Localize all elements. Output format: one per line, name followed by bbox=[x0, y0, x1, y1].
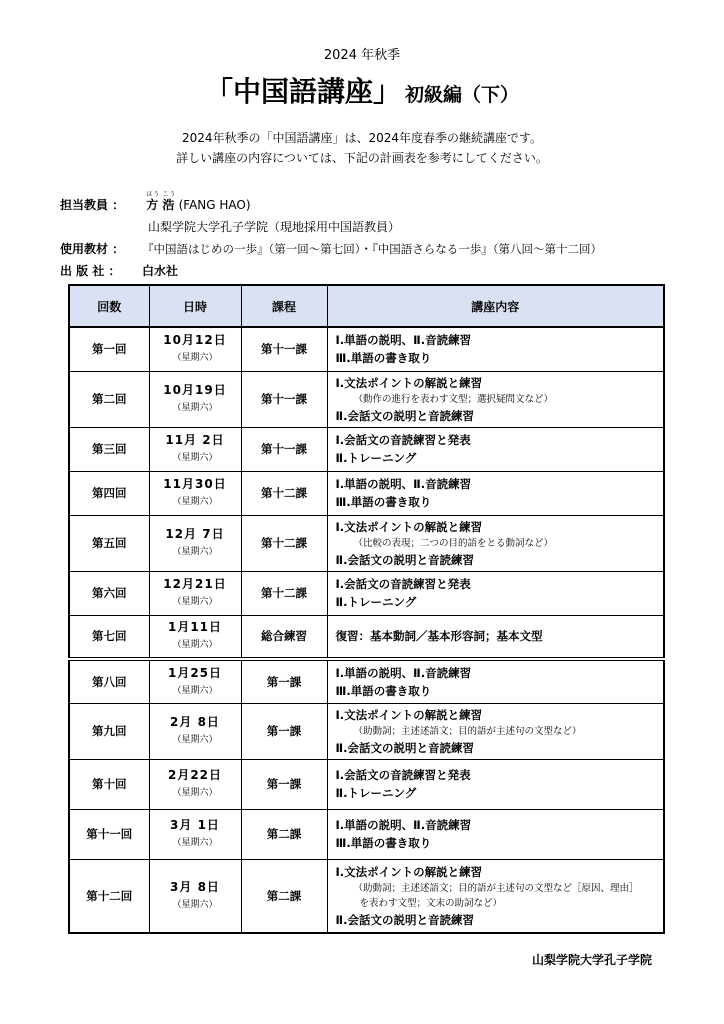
session-date: 1月11日 （星期六） bbox=[149, 615, 241, 659]
table-row bbox=[69, 427, 664, 471]
session-number: 第八回 bbox=[69, 659, 149, 703]
session-content: Ⅰ.文法ポイントの解説と練習 （比較の表現；二つの目的語をとる動詞など） Ⅱ.会話文の説明と音読練習 bbox=[327, 515, 664, 571]
header-number: 回数 bbox=[69, 285, 149, 327]
session-number: 第十回 bbox=[69, 759, 149, 809]
publisher-row bbox=[60, 262, 178, 279]
table-row bbox=[69, 859, 664, 933]
session-content: Ⅰ.単語の説明、Ⅱ.音読練習 Ⅲ.単語の書き取り bbox=[327, 809, 664, 859]
table-row bbox=[69, 571, 664, 615]
session-content: Ⅰ.文法ポイントの解説と練習 （助動詞；主述述語文；目的語が主述句の文型など［原因、理由］ を表わす文型；文末の助詞など） Ⅱ.会話文の説明と音読練習 bbox=[327, 859, 664, 933]
session-lesson: 第一課 bbox=[241, 659, 327, 703]
table-row bbox=[69, 615, 664, 659]
session-date: 11月 2日 （星期六） bbox=[149, 427, 241, 471]
session-content: Ⅰ.文法ポイントの解説と練習 （動作の進行を表わす文型；選択疑問文など） Ⅱ.会話文の説明と音読練習 bbox=[327, 371, 664, 427]
table-row bbox=[69, 515, 664, 571]
teacher-surname: 方 bbox=[146, 198, 159, 212]
session-lesson: 第一課 bbox=[241, 703, 327, 759]
teacher-affiliation: 山梨学院大学孔子学院（現地採用中国語教員） bbox=[148, 220, 401, 234]
session-number: 第四回 bbox=[69, 471, 149, 515]
session-date: 1月25日 （星期六） bbox=[149, 659, 241, 703]
header-lesson: 課程 bbox=[241, 285, 327, 327]
session-content: Ⅰ.会話文の音読練習と発表 Ⅱ.トレーニング bbox=[327, 571, 664, 615]
table-row bbox=[69, 809, 664, 859]
session-number: 第九回 bbox=[69, 703, 149, 759]
teacher-given: 浩 bbox=[162, 198, 175, 212]
page-title bbox=[0, 70, 724, 110]
session-date: 10月19日 （星期六） bbox=[149, 371, 241, 427]
textbook-value: 『中国語はじめの一歩』（第一回～第七回）・『中国語さらなる一歩』（第八回～第十二回） bbox=[142, 242, 602, 256]
teacher-ruby-surname: ほう bbox=[146, 191, 161, 198]
session-date: 11月30日 （星期六） bbox=[149, 471, 241, 515]
title-main: 「中国語講座」 bbox=[204, 75, 401, 108]
intro-text bbox=[0, 128, 724, 168]
table-row bbox=[69, 371, 664, 427]
session-number: 第六回 bbox=[69, 571, 149, 615]
session-date: 12月21日 （星期六） bbox=[149, 571, 241, 615]
publisher-value: 白水社 bbox=[142, 264, 179, 278]
session-number: 第三回 bbox=[69, 427, 149, 471]
session-number: 第一回 bbox=[69, 327, 149, 371]
publisher-label: 出 版 社 ： bbox=[60, 264, 121, 278]
session-lesson: 第一課 bbox=[241, 759, 327, 809]
textbook-label: 使用教材 ： bbox=[60, 242, 125, 256]
teacher-name bbox=[146, 191, 178, 212]
header-content: 講座内容 bbox=[327, 285, 664, 327]
session-date: 10月12日 （星期六） bbox=[149, 327, 241, 371]
session-date: 3月 1日 （星期六） bbox=[149, 809, 241, 859]
session-date: 3月 8日 （星期六） bbox=[149, 859, 241, 933]
teacher-label: 担当教員 ： bbox=[60, 198, 125, 212]
table-row bbox=[69, 327, 664, 371]
session-lesson: 第十二課 bbox=[241, 571, 327, 615]
intro-line-2: 詳しい講座の内容については、下記の計画表を参考にしてください。 bbox=[176, 151, 548, 165]
session-content: Ⅰ.文法ポイントの解説と練習 （助動詞；主述述語文；目的語が主述句の文型など） Ⅱ.会話文の説明と音読練習 bbox=[327, 703, 664, 759]
session-number: 第七回 bbox=[69, 615, 149, 659]
table-row bbox=[69, 759, 664, 809]
session-number: 第十二回 bbox=[69, 859, 149, 933]
session-lesson: 第十二課 bbox=[241, 471, 327, 515]
session-lesson: 第二課 bbox=[241, 809, 327, 859]
session-content: 復習：基本動詞／基本形容詞；基本文型 bbox=[327, 615, 664, 659]
teacher-row bbox=[60, 191, 251, 213]
session-content: Ⅰ.単語の説明、Ⅱ.音読練習 Ⅲ.単語の書き取り bbox=[327, 471, 664, 515]
schedule-table bbox=[68, 284, 665, 934]
session-lesson: 総合練習 bbox=[241, 615, 327, 659]
session-number: 第十一回 bbox=[69, 809, 149, 859]
session-lesson: 第十二課 bbox=[241, 515, 327, 571]
textbook-row bbox=[60, 240, 602, 257]
table-row bbox=[69, 659, 664, 703]
session-number: 第五回 bbox=[69, 515, 149, 571]
header-date: 日時 bbox=[149, 285, 241, 327]
teacher-ruby-given: こう bbox=[162, 191, 177, 198]
intro-line-1: 2024年秋季の「中国語講座」は、2024年度春季の継続講座です。 bbox=[181, 131, 543, 145]
session-date: 2月 8日 （星期六） bbox=[149, 703, 241, 759]
session-date: 2月22日 （星期六） bbox=[149, 759, 241, 809]
session-content: Ⅰ.会話文の音読練習と発表 Ⅱ.トレーニング bbox=[327, 759, 664, 809]
table-row bbox=[69, 703, 664, 759]
session-content: Ⅰ.単語の説明、Ⅱ.音読練習 Ⅲ.単語の書き取り bbox=[327, 327, 664, 371]
session-content: Ⅰ.会話文の音読練習と発表 Ⅱ.トレーニング bbox=[327, 427, 664, 471]
session-content: Ⅰ.単語の説明、Ⅱ.音読練習 Ⅲ.単語の書き取り bbox=[327, 659, 664, 703]
table-row bbox=[69, 471, 664, 515]
session-number: 第二回 bbox=[69, 371, 149, 427]
footer-institution: 山梨学院大学孔子学院 bbox=[531, 953, 652, 967]
table-header-row bbox=[69, 285, 664, 327]
session-date: 12月 7日 （星期六） bbox=[149, 515, 241, 571]
title-sub: 初級編（下） bbox=[405, 84, 520, 106]
season-label: 2024 年秋季 bbox=[323, 48, 401, 63]
session-lesson: 第十一課 bbox=[241, 327, 327, 371]
teacher-roman: (FANG HAO) bbox=[178, 198, 251, 212]
session-lesson: 第十一課 bbox=[241, 371, 327, 427]
session-lesson: 第十一課 bbox=[241, 427, 327, 471]
session-lesson: 第二課 bbox=[241, 859, 327, 933]
